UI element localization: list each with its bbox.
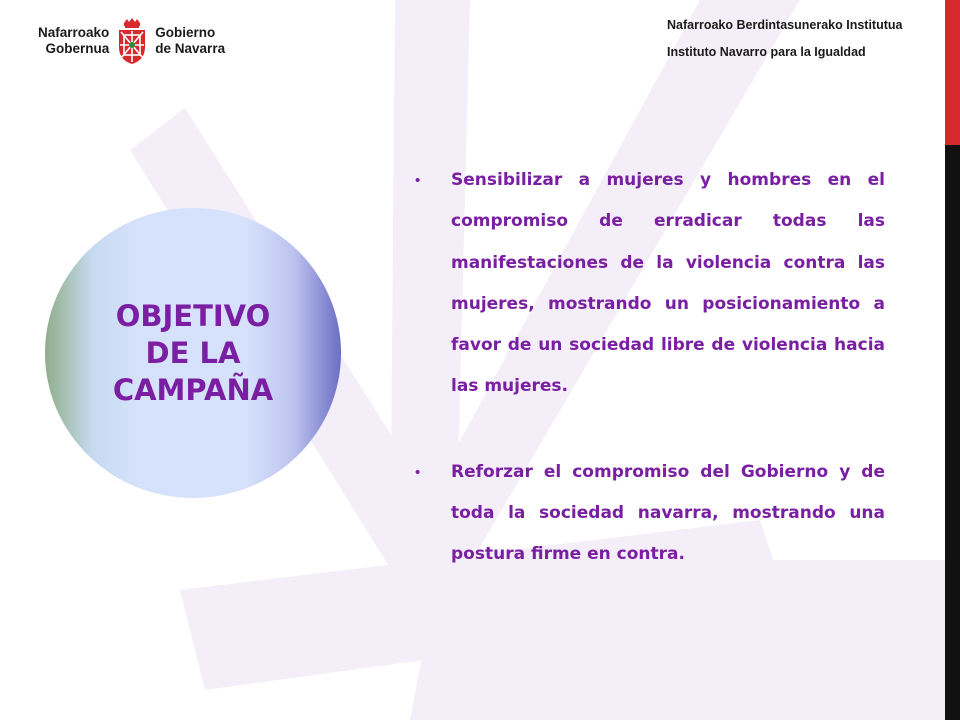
list-item (415, 452, 885, 576)
bullet-icon: • (415, 172, 421, 189)
institute-name-basque: Nafarroako Berdintasunerako Institutua (667, 18, 903, 32)
institute-header (667, 18, 902, 72)
bullet-text: Reforzar el compromiso del Gobierno y de toda la sociedad navarra, mostrando una postura firme en contra. (451, 461, 885, 565)
objectives-list (415, 160, 885, 620)
navarra-coat-of-arms-icon (115, 17, 149, 65)
list-item (415, 160, 885, 408)
circle-title: OBJETIVO DE LA CAMPAÑA (112, 298, 274, 407)
bullet-text: Sensibilizar a mujeres y hombres en el compromiso de erradicar todas las manifestaciones de la violencia contra las mujeres, mostrando un posicionamiento a favor de un sociedad libre de violencia hacia las mujeres. (451, 170, 885, 397)
bullet-icon: • (415, 463, 421, 481)
objective-circle (45, 208, 341, 498)
side-accent-bar-red (945, 0, 960, 145)
logo-spanish-name: Gobierno de Navarra (155, 25, 226, 56)
institute-name-spanish: Instituto Navarro para la Igualdad (667, 45, 866, 59)
side-accent-bar-black (945, 145, 960, 720)
gobierno-navarra-logo (38, 17, 225, 65)
logo-basque-name: Nafarroako Gobernua (38, 25, 110, 56)
